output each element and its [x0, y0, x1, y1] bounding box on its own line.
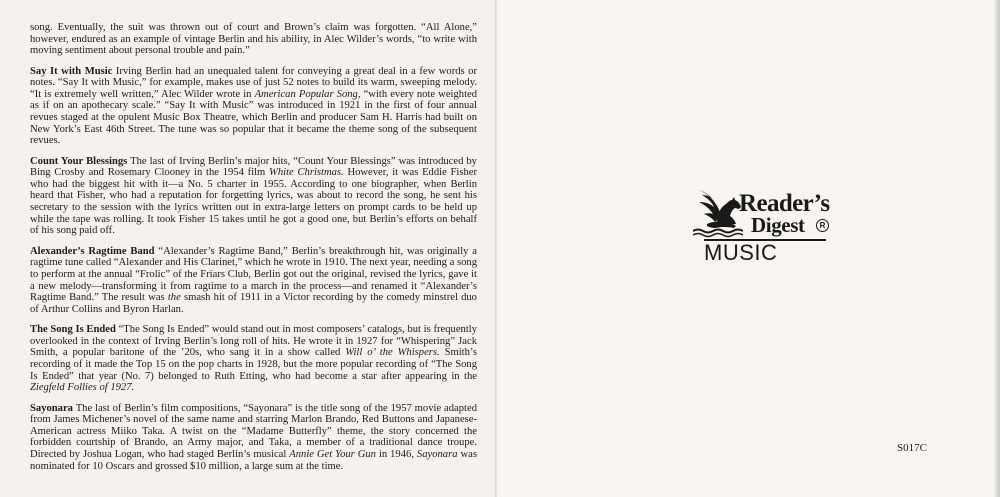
- song-heading: Alexander’s Ragtime Band: [30, 245, 155, 257]
- left-page: [0, 0, 495, 497]
- song-heading: Say It with Music: [30, 65, 113, 77]
- book-title: American Popular Song,: [254, 88, 361, 100]
- intro-text: song. Eventually, the suit was thrown out of court and Brown’s claim was forgotten. “All Alone,” however, endured as an example of vintage Berlin and his ability, in Alec Wilder’s words, “to write with moving sentiment about personal trouble and pain.”: [30, 22, 477, 57]
- body-text: was nominated for 10 Oscars and grossed $10 million, a large sum at the time.: [30, 448, 477, 472]
- film-title: Sayonara: [416, 448, 458, 460]
- page-edge: [994, 0, 1000, 497]
- revue-title: Ziegfeld Follies of 1927.: [30, 382, 135, 394]
- brand-name-line2: Digest: [751, 213, 805, 237]
- emphasis: the: [167, 292, 181, 304]
- body-text: in 1946,: [378, 448, 414, 460]
- catalog-code: S017C: [897, 442, 927, 454]
- sayonara-paragraph: [30, 403, 477, 472]
- alexanders-ragtime-band-paragraph: [30, 246, 477, 315]
- body-text: The last of Berlin’s film compositions, “Sayonara” is the title song of the 1957 movie adapted from James Michener’s novel of the same name and starring Marlon Brando, Red Buttons and Japanese-American actress Miiko Taka. A twist on the “Madame Butterfly” theme, the story concerned the forbidden courtship of Brando, an Army major, and Taka, a member of a traditional dance troupe. Directed by Joshua Logan, who had staged Berlin’s musical: [30, 402, 477, 460]
- say-it-with-music-paragraph: [30, 66, 477, 147]
- song-heading: Count Your Blessings: [30, 155, 128, 167]
- body-text: The last of Irving Berlin’s major hits, “Count Your Blessings” was introduced by Bing Crosby and Rosemary Clooney in the 1954 film: [30, 155, 477, 179]
- body-text: smash hit of 1911 in a Victor recording by the comedy minstrel duo of Arthur Collins and Byron Harlan.: [30, 292, 477, 315]
- right-page: [497, 0, 1000, 497]
- body-text: “with every note weighted as if on an apothecary scale.” “Say It with Music” was introduced in 1921 in the first of four annual revues staged at the opulent Music Box Theatre, which Berlin and producer Sam H. Harris had built on New York’s East 46th Street. The tune was so popular that it became the theme song of the subsequent revues.: [30, 88, 478, 147]
- intro-paragraph: [30, 22, 477, 57]
- count-your-blessings-paragraph: [30, 156, 477, 237]
- brand-name-line1: Reader’s: [739, 190, 830, 217]
- readers-digest-music-logo: [693, 186, 873, 266]
- brand-music-label: MUSIC: [704, 240, 778, 265]
- film-title: White Christmas.: [269, 167, 344, 179]
- body-text: “Alexander’s Ragtime Band,” Berlin’s breakthrough hit, was originally a ragtime tune called “Alexander and His Clarinet,” which he wrote in 1910. The next year, needing a song to perform at the annual “Frolic” of the Friars Club, Berlin got out the original, revised the lyrics, gave it a new melody—transforming it from ragtime to a march in the process—and renamed it “Alexander’s Ragtime Band.” The result was: [30, 245, 477, 304]
- musical-title: Annie Get Your Gun: [289, 448, 376, 460]
- registered-trademark-icon: R: [816, 219, 829, 232]
- show-title: Will o’ the Whispers.: [345, 347, 440, 359]
- body-text: However, it was Eddie Fisher who had the biggest hit with it—a No. 5 charter in 1955. According to one biographer, when Berlin heard that Fisher, who had a reputation for forgetting lyrics, was about to record the song, he sent his secretary to the session with the lyrics written out in extra-large letters on prompt cards to be held up while the tape was rolling. It took Fisher 15 takes until he got a good one, but Berlin’s efforts on behalf of his song paid off.: [30, 167, 478, 237]
- body-text: Irving Berlin had an unequaled talent for conveying a great deal in a few words or notes. “Say It with Music,” for example, makes use of just 52 notes to build its warm, sweeping melody. “It is extremely well written,” Alec Wilder wrote in: [30, 65, 477, 100]
- body-text: Smith’s recording of it made the Top 15 on the pop charts in 1928, but the more popular recording of “The Song Is Ended” that year (No. 7) belonged to Ruth Etting, who had become a star after appearing in the: [30, 347, 477, 382]
- song-heading: Sayonara: [30, 402, 73, 414]
- the-song-is-ended-paragraph: [30, 324, 477, 393]
- body-text: “The Song Is Ended” would stand out in most composers’ catalogs, but is frequently overlooked in the context of Irving Berlin’s long roll of hits. He wrote it in 1927 for “Whispering” Jack Smith, a popular baritone of the ’20s, who sang it in a show called: [30, 324, 477, 359]
- liner-notes-text: [30, 22, 477, 481]
- song-heading: The Song Is Ended: [30, 324, 116, 336]
- pegasus-icon: [693, 186, 743, 238]
